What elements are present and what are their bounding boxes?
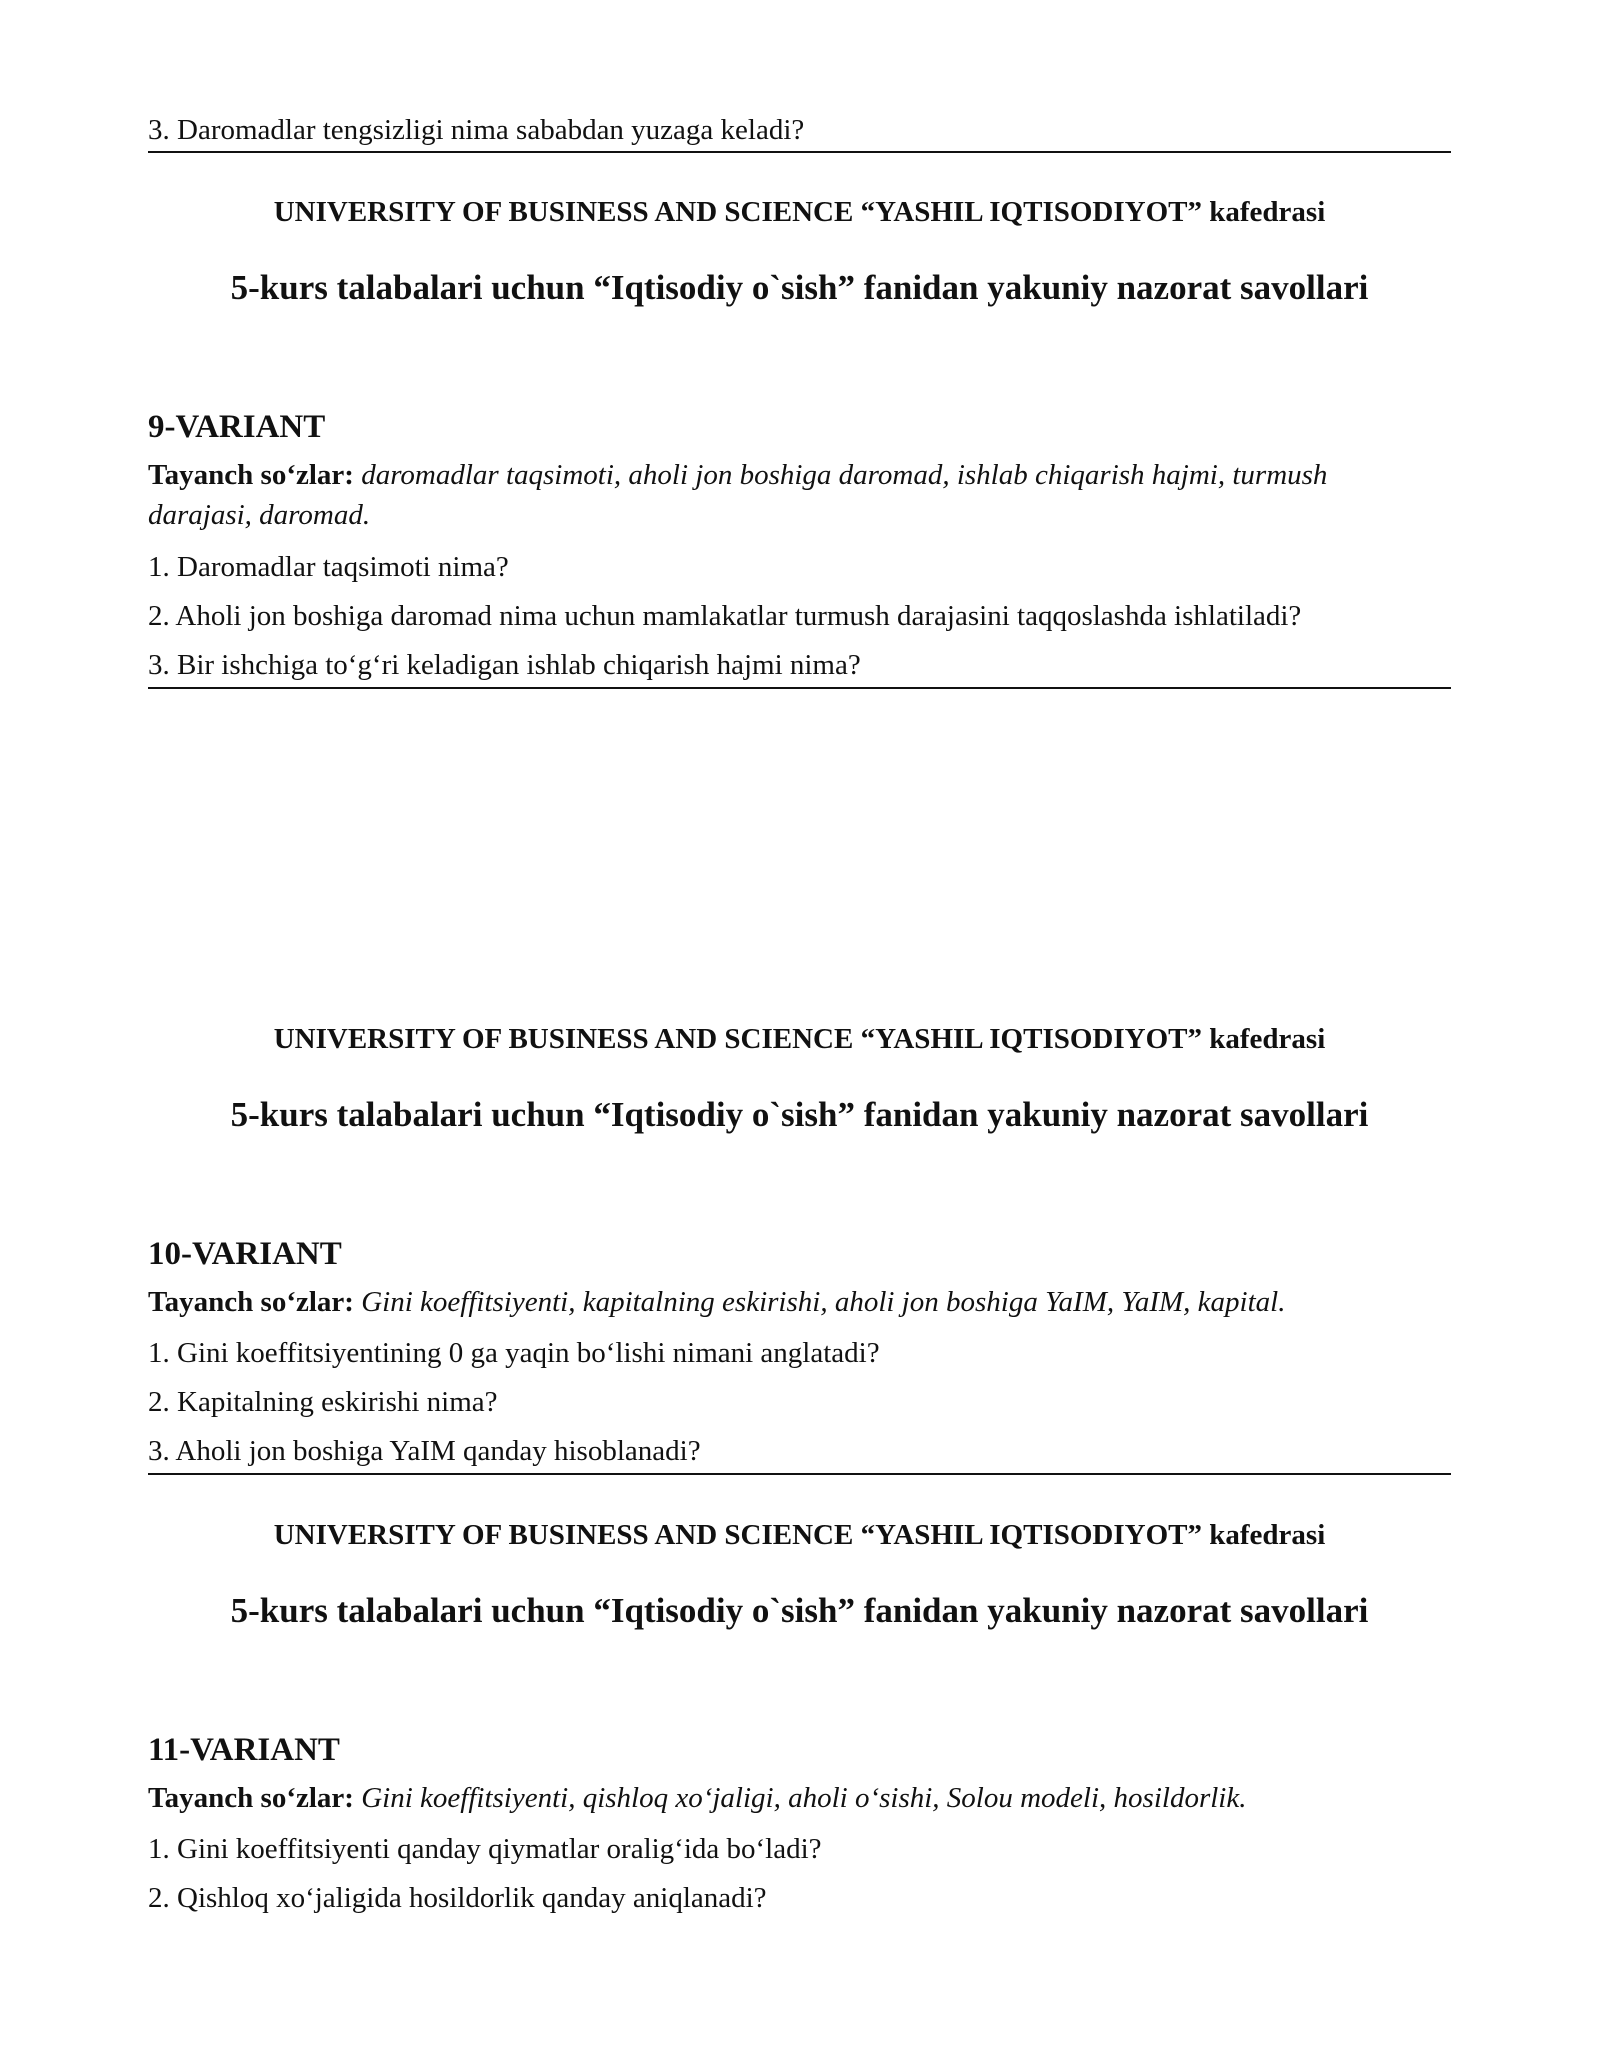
question-line: 2. Kapitalning eskirishi nima?	[148, 1386, 498, 1418]
course-heading: 5-kurs talabalari uchun “Iqtisodiy o`sish” fanidan yakuniy nazorat savollari	[230, 1591, 1369, 1630]
university-heading: UNIVERSITY OF BUSINESS AND SCIENCE “YASHIL IQTISODIYOT” kafedrasi	[273, 1519, 1326, 1551]
keywords-line	[148, 1780, 1451, 1816]
variant-title: 11-VARIANT	[148, 1732, 340, 1768]
course-heading: 5-kurs talabalari uchun “Iqtisodiy o`sish” fanidan yakuniy nazorat savollari	[230, 1095, 1369, 1134]
keywords-text: darajasi, daromad.	[148, 499, 371, 531]
keywords-label: Tayanch so‘zlar:	[148, 1286, 354, 1318]
variant-title: 10-VARIANT	[148, 1236, 342, 1272]
keywords-line	[148, 1284, 1451, 1320]
university-heading: UNIVERSITY OF BUSINESS AND SCIENCE “YASHIL IQTISODIYOT” kafedrasi	[273, 196, 1326, 228]
divider-rule	[148, 687, 1451, 689]
keywords-text: Gini koeffitsiyenti, kapitalning eskirishi, aholi jon boshiga YaIM, YaIM, kapital.	[361, 1286, 1286, 1318]
keywords-label: Tayanch so‘zlar:	[148, 459, 354, 491]
question-line: 2. Aholi jon boshiga daromad nima uchun mamlakatlar turmush darajasini taqqoslashda ishlatiladi?	[148, 600, 1302, 632]
keywords-label: Tayanch so‘zlar:	[148, 1782, 354, 1814]
keywords-text: daromadlar taqsimoti, aholi jon boshiga daromad, ishlab chiqarish hajmi, turmush	[361, 459, 1328, 491]
keywords-text: Gini koeffitsiyenti, qishloq xo‘jaligi, aholi o‘sishi, Solou modeli, hosildorlik.	[361, 1782, 1247, 1814]
variant-title: 9-VARIANT	[148, 409, 326, 445]
keywords-line	[148, 457, 1451, 493]
question-line: 1. Daromadlar taqsimoti nima?	[148, 551, 509, 583]
document-page	[148, 0, 1451, 2070]
divider-rule	[148, 1473, 1451, 1475]
question-line: 3. Bir ishchiga to‘g‘ri keladigan ishlab chiqarish hajmi nima?	[148, 649, 861, 681]
question-line: 2. Qishloq xo‘jaligida hosildorlik qanday aniqlanadi?	[148, 1882, 767, 1914]
question-line: 1. Gini koeffitsiyentining 0 ga yaqin bo‘lishi nimani anglatadi?	[148, 1337, 880, 1369]
question-line: 3. Aholi jon boshiga YaIM qanday hisoblanadi?	[148, 1435, 701, 1467]
keywords-continuation	[148, 497, 1451, 533]
question-line: 3. Daromadlar tengsizligi nima sababdan yuzaga keladi?	[148, 114, 805, 146]
course-heading: 5-kurs talabalari uchun “Iqtisodiy o`sish” fanidan yakuniy nazorat savollari	[230, 268, 1369, 307]
question-line: 1. Gini koeffitsiyenti qanday qiymatlar oralig‘ida bo‘ladi?	[148, 1833, 822, 1865]
university-heading: UNIVERSITY OF BUSINESS AND SCIENCE “YASHIL IQTISODIYOT” kafedrasi	[273, 1023, 1326, 1055]
divider-rule	[148, 151, 1451, 153]
